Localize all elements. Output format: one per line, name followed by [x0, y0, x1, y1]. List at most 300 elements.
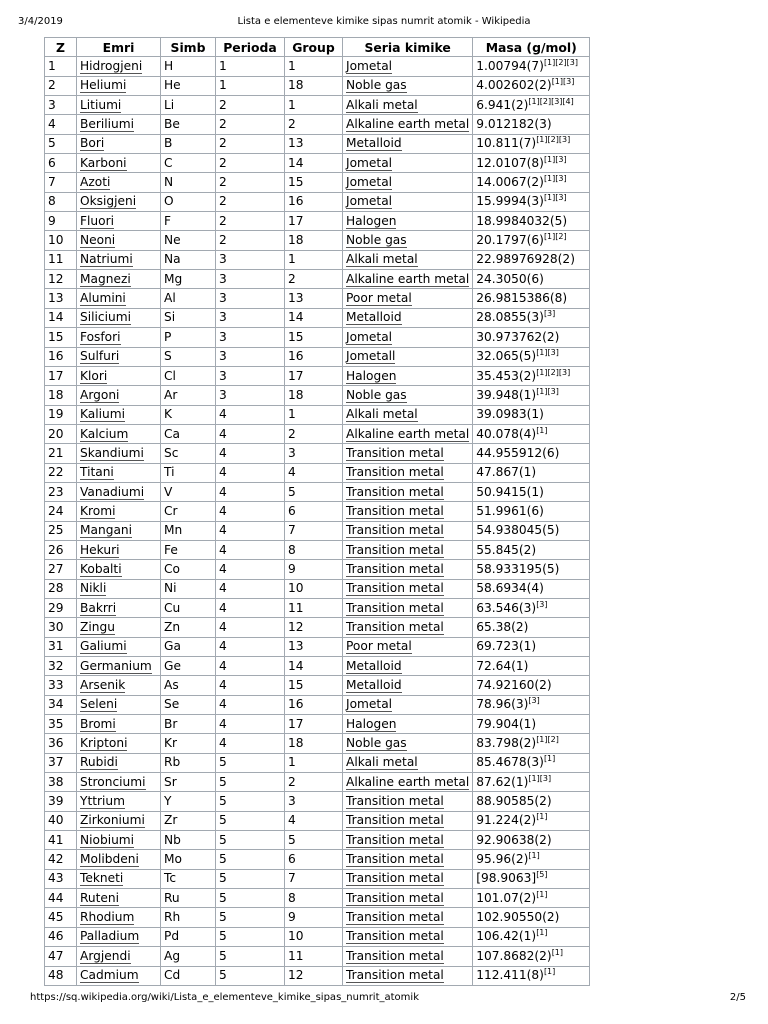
cell-atomic-number-text: 19: [48, 407, 64, 422]
table-header-row: [45, 38, 590, 57]
cell-series-text[interactable]: Alkali metal: [346, 252, 418, 267]
cell-series-text[interactable]: Alkali metal: [346, 97, 418, 112]
cell-group-text: 8: [288, 542, 296, 557]
cell-period-text: 5: [219, 832, 227, 847]
cell-mass-text: 4.002602(2): [476, 78, 552, 93]
cell-mass-text: 106.42(1): [476, 929, 537, 944]
cell-mass-text: 92.90638(2): [476, 832, 552, 847]
reference-link[interactable]: [1][3]: [543, 193, 567, 203]
cell-period-text: 1: [219, 59, 227, 74]
cell-element-name-text[interactable]: Hekuri: [80, 542, 120, 557]
cell-mass: [473, 424, 590, 443]
cell-atomic-number: [45, 560, 77, 579]
cell-symbol: [161, 715, 216, 734]
cell-element-name-text[interactable]: Ruteni: [80, 890, 120, 905]
reference-link[interactable]: [1][2][3]: [543, 58, 578, 68]
cell-element-name-text[interactable]: Germanium: [80, 658, 152, 673]
cell-series-text[interactable]: Transition metal: [346, 929, 444, 944]
cell-group: [285, 134, 343, 153]
table-row: [45, 328, 590, 347]
cell-group: [285, 908, 343, 927]
cell-element-name: [77, 618, 161, 637]
cell-symbol-text: Br: [164, 716, 178, 731]
cell-element-name-text[interactable]: Nikli: [80, 581, 107, 596]
cell-element-name-text[interactable]: Zirkoniumi: [80, 813, 145, 828]
cell-symbol: [161, 386, 216, 405]
cell-group-text: 10: [288, 581, 304, 596]
cell-atomic-number-text: 3: [48, 97, 56, 112]
cell-atomic-number: [45, 308, 77, 327]
cell-element-name-text[interactable]: Heliumi: [80, 78, 127, 93]
cell-mass: [473, 850, 590, 869]
cell-mass-text: 15.9994(3): [476, 194, 544, 209]
cell-series-text[interactable]: Transition metal: [346, 832, 444, 847]
cell-group-text: 18: [288, 78, 304, 93]
cell-element-name-text[interactable]: Arsenik: [80, 678, 126, 693]
cell-group: [285, 347, 343, 366]
reference-link[interactable]: [1][2][3][4]: [528, 96, 574, 106]
cell-group: [285, 328, 343, 347]
cell-symbol: [161, 734, 216, 753]
cell-series-text[interactable]: Alkaline earth metal: [346, 774, 470, 789]
cell-period-text: 2: [219, 233, 227, 248]
cell-symbol: [161, 115, 216, 134]
cell-series-text[interactable]: Noble gas: [346, 387, 407, 402]
cell-element-name: [77, 831, 161, 850]
table-row: [45, 676, 590, 695]
cell-symbol-text: Na: [164, 252, 181, 267]
cell-series-text[interactable]: Jometall: [346, 349, 396, 364]
reference-link[interactable]: [1]: [543, 754, 556, 764]
cell-symbol-text: Zr: [164, 813, 178, 828]
cell-period-text: 4: [219, 697, 227, 712]
cell-period-text: 4: [219, 736, 227, 751]
cell-mass: [473, 270, 590, 289]
cell-element-name-text[interactable]: Argjendi: [80, 948, 131, 963]
cell-element-name-text[interactable]: Stronciumi: [80, 774, 146, 789]
cell-element-name-text[interactable]: Kromi: [80, 503, 116, 518]
cell-period: [216, 96, 285, 115]
cell-group-text: 17: [288, 716, 304, 731]
cell-element-name: [77, 250, 161, 269]
cell-series-text[interactable]: Transition metal: [346, 523, 444, 538]
table-row: [45, 115, 590, 134]
cell-mass-text: 22.98976928(2): [476, 252, 575, 267]
cell-mass: [473, 521, 590, 540]
cell-element-name-text[interactable]: Cadmium: [80, 968, 139, 983]
cell-symbol-text: Cr: [164, 503, 178, 518]
cell-element-name-text[interactable]: Beriliumi: [80, 117, 135, 132]
cell-element-name-text[interactable]: Kobalti: [80, 561, 122, 576]
cell-series-text[interactable]: Jometal: [346, 329, 393, 344]
cell-atomic-number: [45, 947, 77, 966]
cell-period-text: 3: [219, 310, 227, 325]
cell-element-name-text[interactable]: Litiumi: [80, 97, 122, 112]
cell-mass: [473, 676, 590, 695]
table-row: [45, 637, 590, 656]
cell-group-text: 12: [288, 619, 304, 634]
cell-symbol: [161, 347, 216, 366]
table-row: [45, 792, 590, 811]
cell-period-text: 4: [219, 600, 227, 615]
cell-element-name-text[interactable]: Palladium: [80, 929, 140, 944]
cell-series-text[interactable]: Alkali metal: [346, 755, 418, 770]
reference-link[interactable]: [3]: [536, 599, 548, 609]
reference-link[interactable]: [1][3]: [551, 77, 575, 87]
table-row: [45, 134, 590, 153]
table-row: [45, 386, 590, 405]
reference-link[interactable]: [1][2][3]: [536, 367, 571, 377]
cell-group: [285, 482, 343, 501]
cell-mass-text: 79.904(1): [476, 716, 537, 731]
cell-element-name-text[interactable]: Kriptoni: [80, 736, 128, 751]
cell-series-text[interactable]: Jometal: [346, 697, 393, 712]
cell-element-name-text[interactable]: Skandiumi: [80, 445, 144, 460]
cell-series-text[interactable]: Jometal: [346, 155, 393, 170]
cell-series-text[interactable]: Alkaline earth metal: [346, 426, 470, 441]
cell-series-text[interactable]: Transition metal: [346, 968, 444, 983]
cell-series-text[interactable]: Poor metal: [346, 639, 412, 654]
cell-element-name: [77, 482, 161, 501]
cell-period: [216, 424, 285, 443]
cell-series: [343, 231, 473, 250]
cell-series-text[interactable]: Poor metal: [346, 291, 412, 306]
cell-group: [285, 598, 343, 617]
cell-series-text[interactable]: Transition metal: [346, 465, 444, 480]
cell-series: [343, 154, 473, 173]
cell-symbol-text: Pd: [164, 929, 180, 944]
cell-element-name-text[interactable]: Kalcium: [80, 426, 129, 441]
cell-mass: [473, 889, 590, 908]
reference-link[interactable]: [1]: [543, 967, 556, 977]
cell-symbol: [161, 908, 216, 927]
cell-series-text[interactable]: Noble gas: [346, 233, 407, 248]
reference-link[interactable]: [1][3]: [543, 154, 567, 164]
cell-atomic-number-text: 35: [48, 716, 64, 731]
cell-series: [343, 76, 473, 95]
cell-symbol: [161, 366, 216, 385]
cell-element-name-text[interactable]: Vanadiumi: [80, 484, 145, 499]
cell-atomic-number-text: 11: [48, 252, 64, 267]
cell-group-text: 18: [288, 387, 304, 402]
cell-symbol: [161, 154, 216, 173]
cell-series-text[interactable]: Transition metal: [346, 445, 444, 460]
cell-symbol: [161, 831, 216, 850]
cell-element-name-text[interactable]: Natriumi: [80, 252, 133, 267]
cell-element-name-text[interactable]: Neoni: [80, 233, 116, 248]
cell-period-text: 2: [219, 136, 227, 151]
cell-element-name-text[interactable]: Fluori: [80, 213, 114, 228]
cell-symbol: [161, 753, 216, 772]
cell-group: [285, 154, 343, 173]
cell-series-text[interactable]: Transition metal: [346, 542, 444, 557]
cell-series-text[interactable]: Jometal: [346, 175, 393, 190]
cell-series-text[interactable]: Transition metal: [346, 619, 444, 634]
cell-group: [285, 773, 343, 792]
cell-element-name-text[interactable]: Tekneti: [80, 871, 124, 886]
cell-atomic-number: [45, 734, 77, 753]
reference-link[interactable]: [3]: [528, 696, 540, 706]
cell-series-text[interactable]: Alkaline earth metal: [346, 271, 470, 286]
cell-series-text[interactable]: Alkaline earth metal: [346, 117, 470, 132]
column-header-group: Group: [285, 38, 343, 57]
cell-element-name: [77, 947, 161, 966]
cell-group-text: 17: [288, 213, 304, 228]
reference-link[interactable]: [3]: [543, 309, 556, 319]
cell-mass-text: 102.90550(2): [476, 910, 560, 925]
cell-group: [285, 579, 343, 598]
cell-group-text: 9: [288, 910, 296, 925]
cell-symbol-text: Mg: [164, 271, 183, 286]
cell-element-name-text[interactable]: Karboni: [80, 155, 127, 170]
cell-atomic-number-text: 1: [48, 59, 56, 74]
cell-group-text: 4: [288, 465, 296, 480]
cell-series-text[interactable]: Jometal: [346, 59, 393, 74]
cell-element-name-text[interactable]: Galiumi: [80, 639, 127, 654]
cell-mass: [473, 695, 590, 714]
cell-element-name-text[interactable]: Bromi: [80, 716, 116, 731]
cell-mass: [473, 540, 590, 559]
cell-mass: [473, 289, 590, 308]
cell-series: [343, 463, 473, 482]
cell-group-text: 17: [288, 368, 304, 383]
reference-link[interactable]: [1]: [536, 425, 548, 435]
cell-period-text: 5: [219, 813, 227, 828]
cell-series-text[interactable]: Transition metal: [346, 600, 444, 615]
cell-series-text[interactable]: Transition metal: [346, 852, 444, 867]
cell-period: [216, 598, 285, 617]
cell-atomic-number-text: 47: [48, 948, 64, 963]
cell-atomic-number: [45, 366, 77, 385]
cell-period-text: 5: [219, 968, 227, 983]
cell-group: [285, 212, 343, 231]
table-row: [45, 966, 590, 985]
cell-period-text: 4: [219, 658, 227, 673]
cell-mass: [473, 444, 590, 463]
cell-period-text: 2: [219, 194, 227, 209]
cell-series-text[interactable]: Transition metal: [346, 813, 444, 828]
table-row: [45, 308, 590, 327]
cell-series-text[interactable]: Noble gas: [346, 736, 407, 751]
cell-element-name-text[interactable]: Zingu: [80, 619, 115, 634]
cell-element-name-text[interactable]: Rhodium: [80, 910, 135, 925]
cell-period: [216, 386, 285, 405]
cell-element-name-text[interactable]: Mangani: [80, 523, 133, 538]
cell-period-text: 4: [219, 639, 227, 654]
cell-group-text: 1: [288, 59, 296, 74]
cell-atomic-number: [45, 715, 77, 734]
cell-series-text[interactable]: Transition metal: [346, 948, 444, 963]
cell-element-name-text[interactable]: Magnezi: [80, 271, 131, 286]
cell-symbol-text: Mo: [164, 852, 182, 867]
cell-period-text: 4: [219, 503, 227, 518]
cell-atomic-number-text: 17: [48, 368, 64, 383]
cell-series-text[interactable]: Jometal: [346, 194, 393, 209]
cell-series-text[interactable]: Halogen: [346, 213, 397, 228]
cell-symbol-text: Sr: [164, 774, 177, 789]
reference-link[interactable]: [5]: [536, 870, 548, 880]
cell-mass: [473, 792, 590, 811]
reference-link[interactable]: [1]: [536, 889, 548, 899]
cell-series-text[interactable]: Halogen: [346, 716, 397, 731]
cell-series-text[interactable]: Transition metal: [346, 890, 444, 905]
cell-element-name-text[interactable]: Bakrri: [80, 600, 117, 615]
table-row: [45, 560, 590, 579]
cell-series: [343, 540, 473, 559]
cell-group-text: 4: [288, 813, 296, 828]
cell-mass: [473, 908, 590, 927]
cell-element-name-text[interactable]: Hidrogjeni: [80, 59, 143, 74]
table-row: [45, 540, 590, 559]
cell-series-text[interactable]: Alkali metal: [346, 407, 418, 422]
reference-link[interactable]: [1][2]: [543, 232, 567, 242]
cell-period-text: 2: [219, 175, 227, 190]
cell-mass: [473, 57, 590, 76]
cell-atomic-number: [45, 521, 77, 540]
cell-mass-text: 74.92160(2): [476, 678, 552, 693]
cell-mass-text: 88.90585(2): [476, 794, 552, 809]
cell-group-text: 6: [288, 503, 296, 518]
cell-atomic-number-text: 5: [48, 136, 56, 151]
cell-group-text: 7: [288, 871, 296, 886]
cell-element-name-text[interactable]: Niobiumi: [80, 832, 135, 847]
cell-mass-text: 95.96(2): [476, 852, 529, 867]
cell-element-name-text[interactable]: Kaliumi: [80, 407, 126, 422]
cell-series-text[interactable]: Transition metal: [346, 794, 444, 809]
cell-mass: [473, 831, 590, 850]
reference-link[interactable]: [1]: [551, 947, 564, 957]
cell-mass-text: 65.38(2): [476, 619, 529, 634]
cell-mass-text: 69.723(1): [476, 639, 537, 654]
cell-group-text: 11: [288, 600, 304, 615]
cell-atomic-number: [45, 889, 77, 908]
cell-series-text[interactable]: Metalloid: [346, 136, 402, 151]
cell-group: [285, 850, 343, 869]
cell-series-text[interactable]: Transition metal: [346, 561, 444, 576]
cell-element-name-text[interactable]: Fosfori: [80, 329, 121, 344]
cell-period: [216, 927, 285, 946]
cell-atomic-number-text: 8: [48, 194, 56, 209]
cell-period-text: 4: [219, 561, 227, 576]
cell-group: [285, 424, 343, 443]
cell-element-name-text[interactable]: Yttrium: [80, 794, 125, 809]
cell-symbol: [161, 540, 216, 559]
reference-link[interactable]: [1][3]: [528, 773, 552, 783]
cell-group: [285, 192, 343, 211]
cell-series-text[interactable]: Metalloid: [346, 658, 402, 673]
reference-link[interactable]: [1]: [536, 812, 548, 822]
cell-mass: [473, 366, 590, 385]
cell-series-text[interactable]: Transition metal: [346, 503, 444, 518]
cell-series-text[interactable]: Transition metal: [346, 910, 444, 925]
cell-element-name-text[interactable]: Azoti: [80, 175, 111, 190]
cell-group: [285, 715, 343, 734]
cell-series-text[interactable]: Transition metal: [346, 484, 444, 499]
cell-element-name: [77, 579, 161, 598]
cell-element-name-text[interactable]: Bori: [80, 136, 105, 151]
cell-symbol-text: B: [164, 136, 173, 151]
table-row: [45, 76, 590, 95]
cell-element-name-text[interactable]: Siliciumi: [80, 310, 131, 325]
cell-element-name-text[interactable]: Sulfuri: [80, 349, 120, 364]
cell-period-text: 5: [219, 755, 227, 770]
cell-element-name-text[interactable]: Oksigjeni: [80, 194, 137, 209]
cell-series-text[interactable]: Noble gas: [346, 78, 407, 93]
cell-element-name-text[interactable]: Alumini: [80, 291, 126, 306]
cell-period: [216, 908, 285, 927]
cell-series-text[interactable]: Halogen: [346, 368, 397, 383]
cell-atomic-number: [45, 347, 77, 366]
reference-link[interactable]: [1][3]: [536, 348, 559, 358]
cell-mass: [473, 734, 590, 753]
cell-period-text: 3: [219, 252, 227, 267]
cell-series-text[interactable]: Metalloid: [346, 310, 402, 325]
cell-symbol: [161, 966, 216, 985]
cell-group: [285, 560, 343, 579]
cell-atomic-number: [45, 424, 77, 443]
cell-series: [343, 773, 473, 792]
cell-mass: [473, 192, 590, 211]
reference-link[interactable]: [1][2]: [536, 735, 559, 745]
cell-atomic-number-text: 31: [48, 639, 64, 654]
cell-atomic-number: [45, 270, 77, 289]
cell-series: [343, 908, 473, 927]
cell-element-name-text[interactable]: Argoni: [80, 387, 120, 402]
cell-element-name-text[interactable]: Seleni: [80, 697, 118, 712]
cell-symbol: [161, 521, 216, 540]
cell-group-text: 16: [288, 349, 304, 364]
cell-period: [216, 115, 285, 134]
cell-mass-text: 78.96(3): [476, 697, 529, 712]
cell-element-name: [77, 366, 161, 385]
cell-element-name-text[interactable]: Klori: [80, 368, 108, 383]
cell-group: [285, 657, 343, 676]
cell-symbol: [161, 134, 216, 153]
cell-series: [343, 579, 473, 598]
cell-period-text: 2: [219, 213, 227, 228]
cell-series-text[interactable]: Metalloid: [346, 678, 402, 693]
cell-group-text: 5: [288, 484, 296, 499]
reference-link[interactable]: [1][2][3]: [536, 135, 571, 145]
cell-symbol: [161, 192, 216, 211]
cell-mass: [473, 231, 590, 250]
cell-mass-text: 1.00794(7): [476, 59, 544, 74]
cell-group: [285, 889, 343, 908]
cell-atomic-number: [45, 328, 77, 347]
cell-mass: [473, 618, 590, 637]
cell-mass: [473, 76, 590, 95]
cell-element-name-text[interactable]: Molibdeni: [80, 852, 139, 867]
cell-series-text[interactable]: Transition metal: [346, 871, 444, 886]
reference-link[interactable]: [1][3]: [536, 386, 559, 396]
cell-atomic-number-text: 45: [48, 910, 64, 925]
cell-element-name: [77, 811, 161, 830]
cell-atomic-number-text: 41: [48, 832, 64, 847]
cell-element-name-text[interactable]: Titani: [80, 465, 114, 480]
cell-group: [285, 444, 343, 463]
cell-symbol-text: O: [164, 194, 174, 209]
cell-atomic-number-text: 32: [48, 658, 64, 673]
cell-mass: [473, 715, 590, 734]
cell-symbol-text: Si: [164, 310, 176, 325]
reference-link[interactable]: [1]: [528, 851, 540, 861]
reference-link[interactable]: [1][3]: [543, 174, 567, 184]
reference-link[interactable]: [1]: [536, 928, 548, 938]
cell-atomic-number-text: 46: [48, 929, 64, 944]
cell-group-text: 2: [288, 271, 296, 286]
cell-element-name-text[interactable]: Rubidi: [80, 755, 118, 770]
cell-series-text[interactable]: Transition metal: [346, 581, 444, 596]
